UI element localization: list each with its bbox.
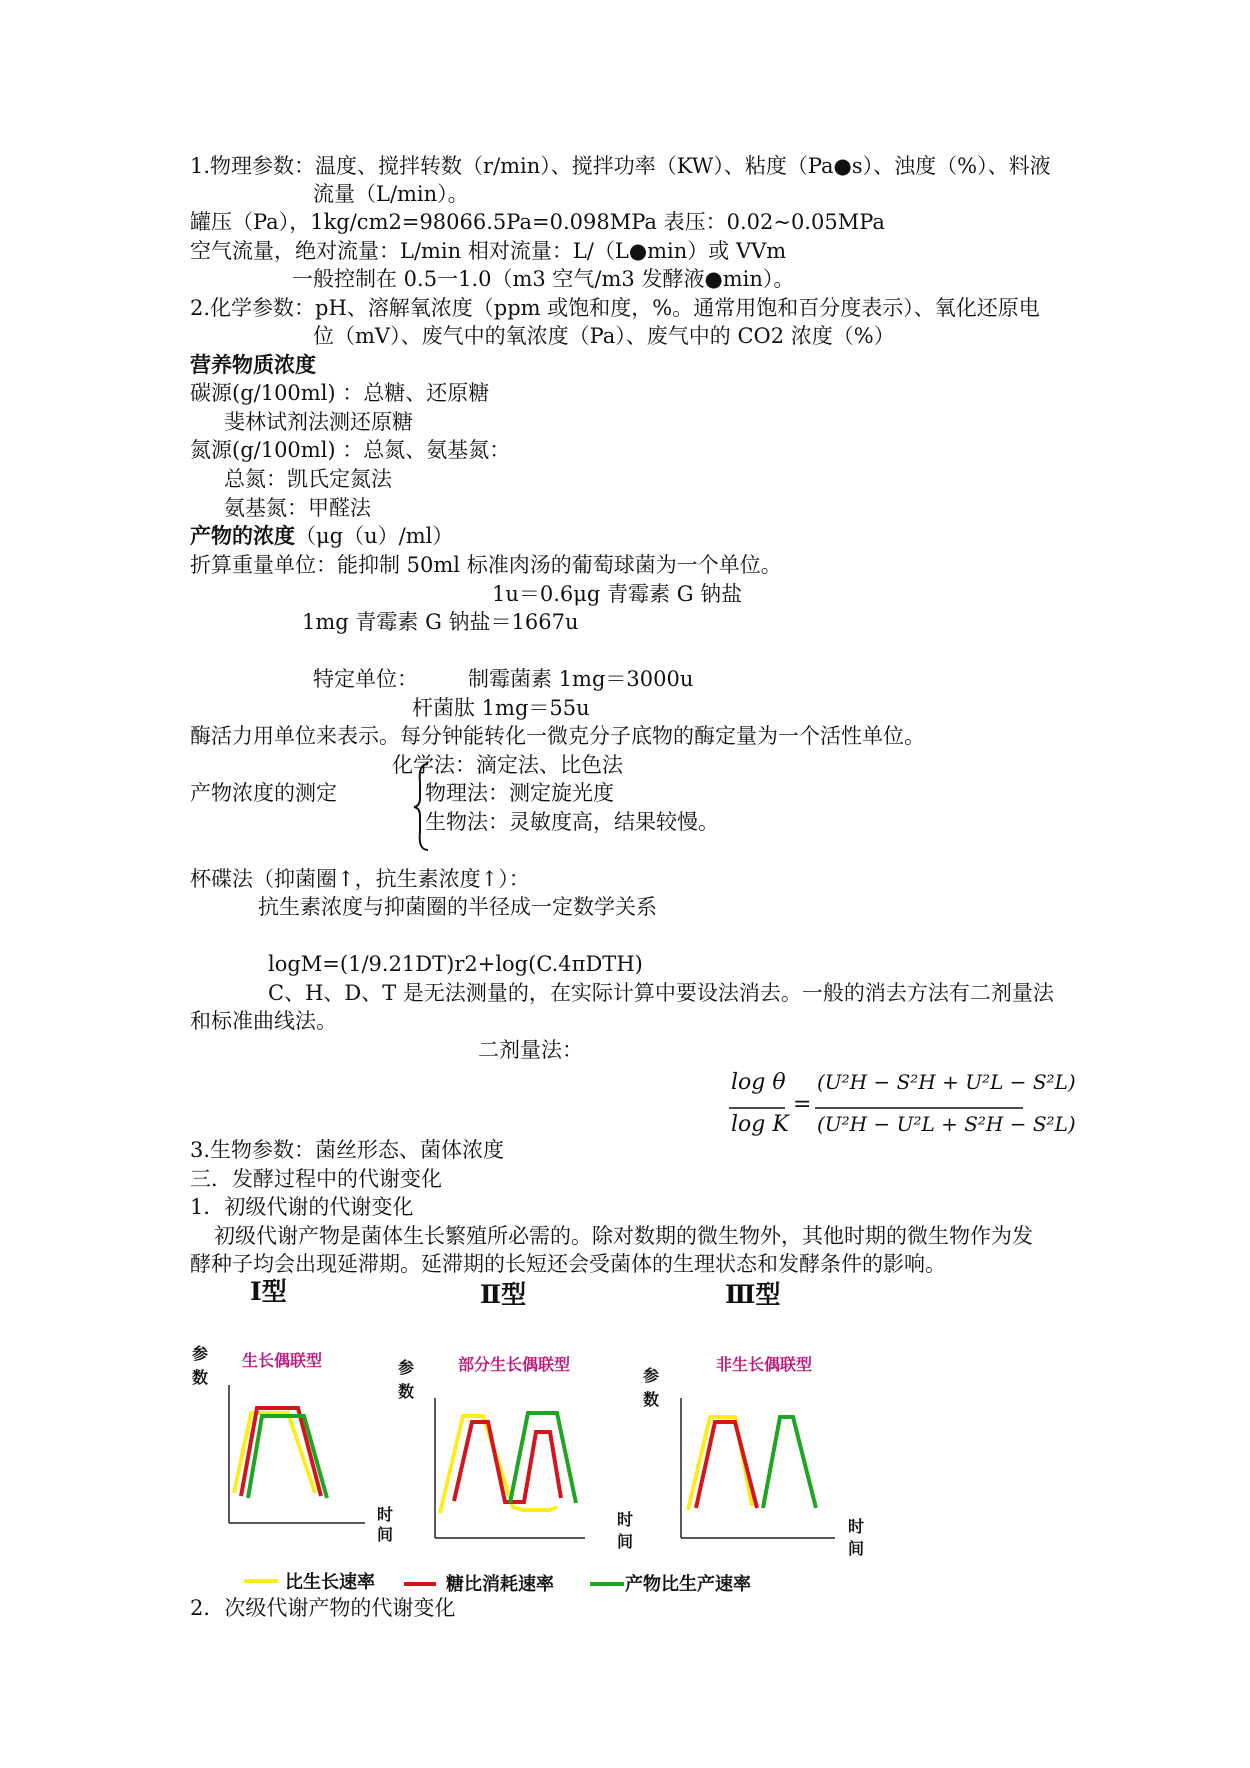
penicillin-unit-line: 1u＝0.6μg 青霉素 G 钠盐 <box>492 582 743 606</box>
panel2-ylabel-1: 参 <box>398 1358 415 1377</box>
metabolism-types-figure <box>0 1270 1250 1600</box>
formula-fraction-bars <box>727 1106 1027 1110</box>
formula-den-left: log K <box>731 1112 789 1137</box>
air-flow-control-line: 一般控制在 0.5一1.0（m3 空气/m3 发酵液●min）。 <box>292 267 795 291</box>
panel1-xlabel-2: 间 <box>377 1525 394 1544</box>
chemical-params-line: 2.化学参数：pH、溶解氧浓度（ppm 或饱和度，%。通常用饱和百分度表示）、氧化还原电 <box>190 296 1040 320</box>
primary-metabolism-text: 初级代谢产物是菌体生长繁殖所必需的。除对数期的微生物外，其他时期的微生物作为发 <box>214 1224 1033 1248</box>
product-concentration-unit: （μg（u）/ml） <box>295 524 454 548</box>
panel2-subtitle: 部分生长偶联型 <box>458 1355 571 1374</box>
panel2-green-curve <box>510 1413 576 1503</box>
type3-title: Ⅲ型 <box>725 1280 781 1309</box>
fehling-line: 斐林试剂法测还原糖 <box>224 410 413 434</box>
bio-params-line: 3.生物参数：菌丝形态、菌体浓度 <box>190 1138 505 1162</box>
formula-den-right: (U²H − U²L + S²H − S²L) <box>817 1112 1076 1136</box>
panel1-ylabel-2: 数 <box>192 1368 209 1387</box>
type2-title: Ⅱ型 <box>480 1280 527 1309</box>
carbon-source-line: 碳源(g/100ml) ：总糖、还原糖 <box>190 381 490 405</box>
panel3-xlabel-2: 间 <box>848 1539 865 1558</box>
legend-product-rate: 产物比生产速率 <box>625 1574 751 1595</box>
two-dose-method-label: 二剂量法： <box>478 1038 583 1062</box>
panel2-xlabel-2: 间 <box>617 1532 634 1551</box>
panel2-xlabel-1: 时 <box>617 1510 634 1529</box>
chemical-params-line-cont: 位（mV）、废气中的氧浓度（Pa）、废气中的 CO2 浓度（%） <box>313 324 895 348</box>
biological-method-line: 生物法：灵敏度高，结果较慢。 <box>425 810 719 834</box>
physical-params-line: 1.物理参数：温度、搅拌转数（r/min）、搅拌功率（KW）、粘度（Pa●s）、浊度（%）、料液 <box>190 154 1051 178</box>
legend-sugar-rate: 糖比消耗速率 <box>446 1574 554 1595</box>
panel1-xlabel-1: 时 <box>377 1505 394 1524</box>
air-flow-line: 空气流量，绝对流量：L/min 相对流量：L/（L●min）或 VVm <box>190 239 787 263</box>
nystatin-unit-line: 制霉菌素 1mg＝3000u <box>468 667 694 691</box>
method-brace <box>412 762 432 852</box>
enzyme-activity-line: 酶活力用单位来表示。每分钟能转化一微克分子底物的酶定量为一个活性单位。 <box>190 724 925 748</box>
section-metabolic-heading: 三．发酵过程中的代谢变化 <box>190 1167 442 1191</box>
nutrient-heading: 营养物质浓度 <box>190 353 316 377</box>
primary-metabolism-heading: 1．初级代谢的代谢变化 <box>190 1195 414 1219</box>
panel2-ylabel-2: 数 <box>398 1382 415 1401</box>
log-formula-line: logM=(1/9.21DT)r2+log(C.4πDTH) <box>268 952 643 976</box>
panel3-ylabel-2: 数 <box>643 1390 660 1409</box>
panel3-subtitle: 非生长偶联型 <box>716 1355 813 1374</box>
penicillin-mg-line: 1mg 青霉素 G 钠盐＝1667u <box>302 610 579 634</box>
specific-unit-label: 特定单位： <box>313 667 418 691</box>
cup-plate-method-line: 杯碟法（抑菌圈↑，抗生素浓度↑）： <box>190 867 530 891</box>
panel1-ylabel-1: 参 <box>192 1344 209 1363</box>
panel3-xlabel-1: 时 <box>848 1517 865 1536</box>
product-concentration-title: 产物的浓度 <box>190 524 295 548</box>
total-nitrogen-line: 总氮：凯氏定氮法 <box>224 467 392 491</box>
amino-nitrogen-line: 氨基氮：甲醛法 <box>224 496 371 520</box>
panel1-red-curve <box>241 1408 321 1496</box>
legend-growth-rate: 比生长速率 <box>285 1572 375 1593</box>
type1-title: Ⅰ型 <box>250 1277 287 1306</box>
physical-method-line: 物理法：测定旋光度 <box>425 781 614 805</box>
chemical-method-line: 化学法：滴定法、比色法 <box>392 753 623 777</box>
panel3-ylabel-1: 参 <box>643 1366 660 1385</box>
elimination-line: C、H、D、T 是无法测量的，在实际计算中要设法消去。一般的消去方法有二剂量法 <box>268 981 1054 1005</box>
elimination-line-cont: 和标准曲线法。 <box>190 1009 337 1033</box>
two-dose-formula <box>727 1068 1076 1148</box>
secondary-metabolism-heading: 2．次级代谢产物的代谢变化 <box>190 1596 456 1620</box>
panel3-green-curve <box>763 1417 816 1508</box>
unit-definition-line: 折算重量单位：能抑制 50ml 标准肉汤的葡萄球菌为一个单位。 <box>190 553 782 577</box>
tank-pressure-line: 罐压（Pa），1kg/cm2=98066.5Pa=0.098MPa 表压：0.02~0.05MPa <box>190 210 885 234</box>
nitrogen-source-line: 氮源(g/100ml) ：总氮、氨基氮： <box>190 438 511 462</box>
product-measurement-label: 产物浓度的测定 <box>190 781 337 805</box>
primary-metabolism-text-cont: 酵种子均会出现延滞期。延滞期的长短还会受菌体的生理状态和发酵条件的影响。 <box>190 1252 946 1276</box>
formula-num-right: (U²H − S²H + U²L − S²L) <box>817 1070 1076 1094</box>
product-concentration-heading <box>190 522 453 550</box>
physical-params-line-cont: 流量（L/min）。 <box>313 182 469 206</box>
panel1-subtitle: 生长偶联型 <box>242 1351 323 1370</box>
panel1-green-curve <box>248 1416 327 1498</box>
concentration-relation-line: 抗生素浓度与抑菌圈的半径成一定数学关系 <box>258 895 657 919</box>
formula-equals: = <box>793 1092 812 1117</box>
bacitracin-unit-line: 杆菌肽 1mg＝55u <box>412 696 590 720</box>
formula-num-left: log θ <box>731 1070 786 1095</box>
